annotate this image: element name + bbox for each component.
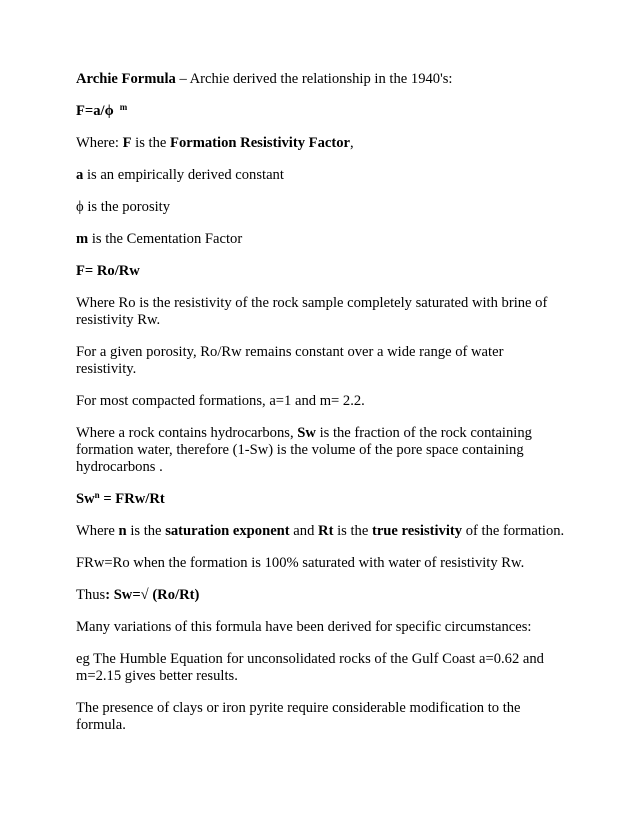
saturation-exponent-term: saturation exponent: [165, 523, 290, 539]
var-a: a: [76, 167, 84, 183]
porosity-definition: ϕ is the porosity: [76, 199, 171, 215]
and-text: and: [289, 523, 319, 539]
a-definition-text: is an empirically derived constant: [83, 167, 284, 183]
sw-sqrt-formula: : Sw=√ (Ro/Rt): [105, 587, 200, 603]
hydrocarbons-paragraph: [76, 425, 566, 476]
formula-exponent-m: m: [119, 102, 128, 112]
archie-formula-term: Archie Formula: [76, 71, 176, 87]
clays-pyrite-paragraph: The presence of clays or iron pyrite require considerable modification to the formula.: [76, 700, 521, 733]
where-text: Where: [76, 523, 119, 539]
true-resistivity-term: true resistivity: [371, 523, 463, 539]
sw-formula: [76, 491, 566, 508]
comma: ,: [349, 135, 354, 151]
saturation-exponent-paragraph: [76, 523, 566, 540]
formula-f-a-phi: F=a/ϕ: [76, 103, 114, 119]
exponent-n: n: [94, 490, 100, 500]
var-n: n: [118, 523, 127, 539]
sw-term: Sw: [297, 425, 316, 441]
document-body: [76, 71, 566, 749]
archie-intro-paragraph: [76, 71, 566, 88]
sw-formula-rest: = FRw/Rt: [99, 491, 165, 507]
archie-intro-text: – Archie derived the relationship in the 1940's:: [175, 71, 453, 87]
a-definition: [76, 167, 566, 184]
formation-resistivity-factor-term: Formation Resistivity Factor: [170, 135, 350, 151]
where-label: Where:: [76, 135, 123, 151]
hydrocarbons-post: is the fraction of the rock containing formation water, therefore (1-Sw) is the volume of the pore space containing hydrocarbons .: [76, 425, 532, 475]
frw-ro-paragraph: FRw=Ro when the formation is 100% saturated with water of resistivity Rw.: [76, 555, 525, 571]
var-rt: Rt: [318, 523, 334, 539]
is-the-text-2: is the: [333, 523, 372, 539]
ro-definition: Where Ro is the resistivity of the rock sample completely saturated with brine of resistivity Rw.: [76, 295, 548, 328]
m-definition: [76, 231, 566, 248]
of-the-formation-text: of the formation.: [462, 523, 565, 539]
is-the-text: is the: [131, 135, 171, 151]
ro-rw-constant-paragraph: For a given porosity, Ro/Rw remains constant over a wide range of water resistivity.: [76, 344, 504, 377]
humble-equation-paragraph: eg The Humble Equation for unconsolidated rocks of the Gulf Coast a=0.62 and m=2.15 gives better results.: [76, 651, 544, 684]
hydrocarbons-pre: Where a rock contains hydrocarbons,: [76, 425, 298, 441]
variations-paragraph: Many variations of this formula have been derived for specific circumstances:: [76, 619, 532, 635]
thus-formula: [76, 587, 566, 604]
sw-base: Sw: [76, 491, 95, 507]
var-m: m: [76, 231, 89, 247]
compacted-formations-paragraph: For most compacted formations, a=1 and m= 2.2.: [76, 393, 365, 409]
f-ro-rw-formula: [76, 263, 566, 280]
where-f-definition: [76, 135, 566, 152]
formation-factor-formula: [76, 103, 566, 120]
is-the-text-1: is the: [126, 523, 166, 539]
m-definition-text: is the Cementation Factor: [88, 231, 243, 247]
thus-label: Thus: [76, 587, 106, 603]
f-ro-rw-text: F= Ro/Rw: [76, 263, 140, 279]
var-f: F: [122, 135, 132, 151]
